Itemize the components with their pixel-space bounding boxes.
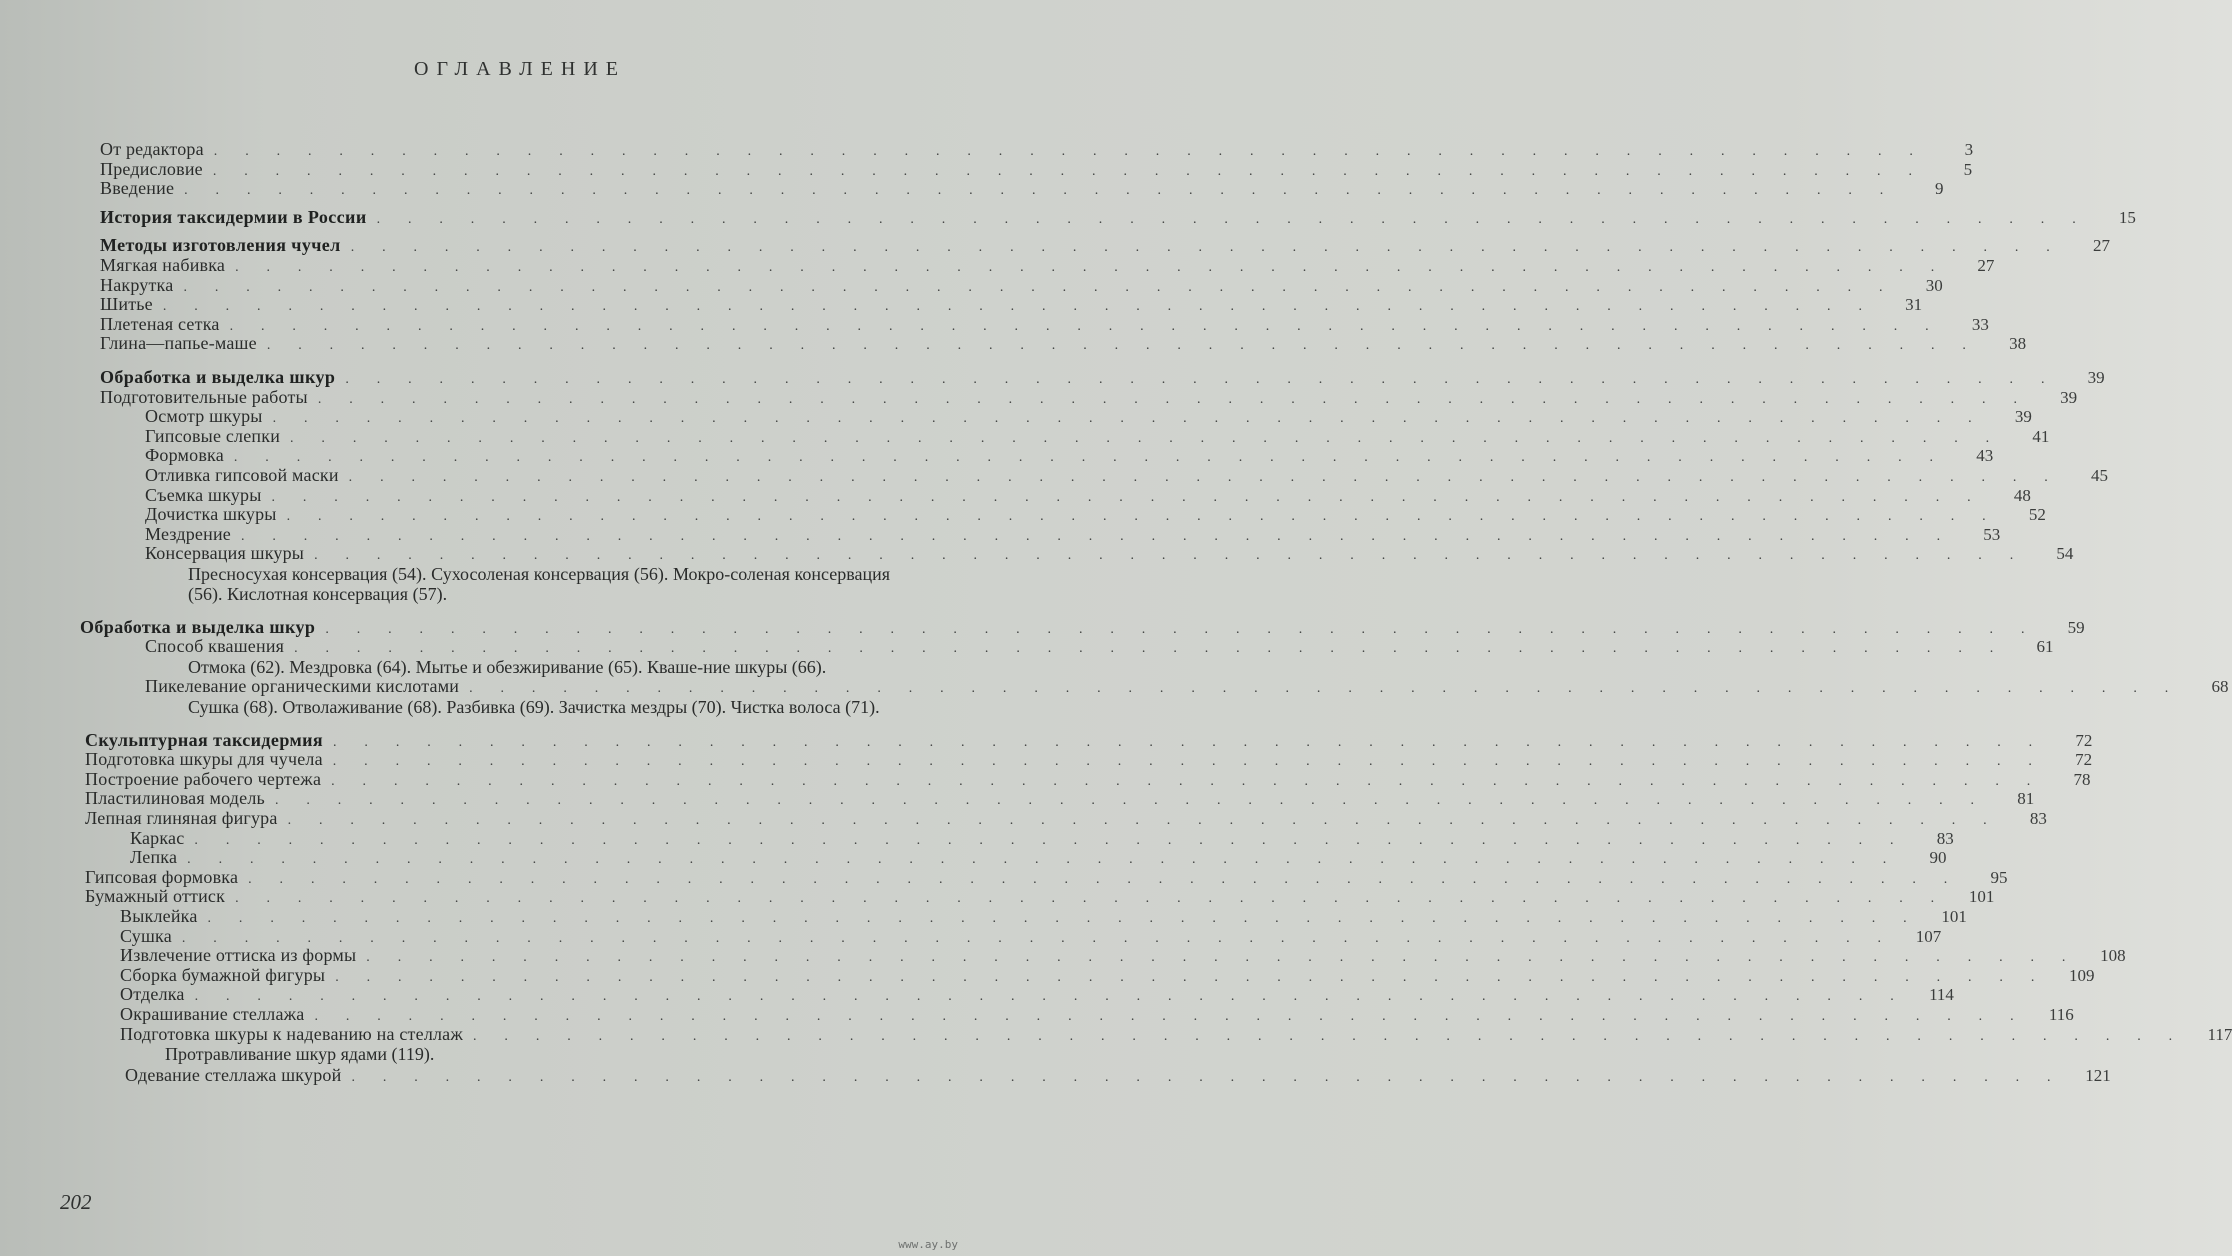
dot-leader: . . . . . . . . . . . . . . . . . . . . . . . . . . . . . . . . . . . . . . . . . . . . . . . . . . . . . . .: [235, 891, 1947, 907]
dot-leader: . . . . . . . . . . . . . . . . . . . . . . . . . . . . . . . . . . . . . . . . . . . . . . . . . . . . . . .: [290, 430, 2002, 446]
dot-leader: . . . . . . . . . . . . . . . . . . . . . . . . . . . . . . . . . . . . . . . . . . . . . . . . . . . . . . .: [325, 621, 2037, 637]
toc-entry-page: 3: [1964, 140, 1974, 159]
toc-entry-label: Каркас: [130, 827, 185, 848]
watermark: www.ay.by: [898, 1238, 958, 1251]
toc-entry-page: 15: [2118, 207, 2136, 227]
toc-entry-label: Подготовка шкуры для чучела: [85, 749, 323, 770]
dot-leader: . . . . . . . . . . . . . . . . . . . . . . . . . . . . . . . . . . . . . . . . . . . . . . . . . . . . . . .: [473, 1028, 2185, 1044]
toc-entry: [100, 313, 1989, 335]
dot-leader: . . . . . . . . . . . . . . . . . . . . . . . . . . . . . . . . . . . . . . . . . . . . . . . . . . . . . . .: [194, 989, 1906, 1005]
dot-leader: . . . . . . . . . . . . . . . . . . . . . . . . . . . . . . . . . . . . . . . . . . . . . . . . . . . . . . .: [348, 469, 2060, 485]
table-of-contents: [80, 139, 2232, 1086]
dot-leader: . . . . . . . . . . . . . . . . . . . . . . . . . . . . . . . . . . . . . . . . . . . . . . . . . . . . . . .: [213, 144, 1926, 159]
toc-entry-label: Накрутка: [100, 274, 174, 295]
toc-subtopics: Протравливание шкур ядами (119).: [165, 1044, 435, 1065]
toc-entry-label: Подготовка шкуры к надеванию на стеллаж: [120, 1023, 464, 1044]
page-number: 202: [60, 1190, 92, 1214]
toc-entry: [85, 866, 2008, 888]
toc-entry-page: 33: [1971, 314, 1989, 334]
toc-entry-label: Отливка гипсовой маски: [145, 464, 339, 485]
toc-entry: [100, 636, 2054, 657]
dot-leader: . . . . . . . . . . . . . . . . . . . . . . . . . . . . . . . . . . . . . . . . . . . . . . . . . . . . . . .: [229, 318, 1941, 334]
toc-entry-page: 48: [2013, 485, 2031, 505]
toc-section-heading: [100, 206, 2136, 228]
toc-entry-label: Мездрение: [145, 523, 231, 544]
toc-entry-label: Скульптурная таксидермия: [85, 729, 324, 750]
toc-entry-page: 38: [2009, 334, 2027, 354]
toc-entry: [100, 484, 2031, 506]
toc-entry-page: 95: [1990, 867, 2008, 887]
toc-entry: [90, 984, 1954, 1005]
toc-entry: [90, 964, 2095, 986]
toc-section-heading: [80, 616, 2085, 638]
toc-entry-label: Сборка бумажной фигуры: [120, 964, 326, 985]
toc-entry-label: Шитье: [100, 294, 153, 315]
toc-entry: [100, 294, 1923, 315]
toc-entry-page: 9: [1934, 179, 1944, 199]
dot-leader: . . . . . . . . . . . . . . . . . . . . . . . . . . . . . . . . . . . . . . . . . . . . . . . . . . . . . . .: [181, 930, 1894, 946]
toc-entry-page: 39: [2060, 387, 2078, 407]
toc-entry: [100, 254, 1995, 276]
toc-entry: [95, 1065, 2111, 1086]
toc-entry-label: Съемка шкуры: [145, 484, 262, 505]
toc-entry-page: 81: [2017, 789, 2035, 809]
toc-entry: [100, 504, 2046, 525]
toc-entry-label: Пластилиновая модель: [85, 788, 265, 809]
dot-leader: . . . . . . . . . . . . . . . . . . . . . . . . . . . . . . . . . . . . . . . . . . . . . . . . . . . . . . .: [271, 489, 1983, 505]
toc-entry: [100, 333, 2027, 354]
dot-leader: . . . . . . . . . . . . . . . . . . . . . . . . . . . . . . . . . . . . . . . . . . . . . . . . . . . . . . .: [248, 871, 1960, 887]
toc-section-heading: [100, 366, 2105, 388]
toc-entry: [85, 768, 2091, 790]
dot-leader: . . . . . . . . . . . . . . . . . . . . . . . . . . . . . . . . . . . . . . . . . . . . . . . . . . . . . . .: [212, 163, 1925, 179]
toc-entry-page: 52: [2028, 505, 2046, 525]
toc-entry: [100, 523, 2001, 545]
toc-entry-page: 107: [1915, 926, 1942, 946]
dot-leader: . . . . . . . . . . . . . . . . . . . . . . . . . . . . . . . . . . . . . . . . . . . . . . . . . . . . . . .: [350, 240, 2062, 256]
toc-entry-label: Предисловие: [100, 158, 203, 179]
toc-entry-label: Сушка: [120, 925, 172, 946]
toc-entry-page: 41: [2032, 426, 2050, 446]
toc-entry-page: 90: [1929, 848, 1947, 868]
dot-leader: . . . . . . . . . . . . . . . . . . . . . . . . . . . . . . . . . . . . . . . . . . . . . . . . . . . . . . .: [274, 793, 1987, 809]
toc-entry-label: Извлечение оттиска из формы: [120, 945, 357, 966]
toc-entry: [100, 274, 1943, 296]
toc-entry-page: 109: [2069, 965, 2095, 985]
toc-entry-label: Мягкая набивка: [100, 254, 226, 275]
toc-entry-page: 101: [1968, 887, 1995, 907]
toc-entry-page: 31: [1905, 295, 1923, 315]
toc-section-heading: [100, 235, 2110, 256]
dot-leader: . . . . . . . . . . . . . . . . . . . . . . . . . . . . . . . . . . . . . . . . . . . . . . . . . . . . . . .: [162, 299, 1875, 315]
toc-entry-page: 27: [1977, 255, 1995, 275]
toc-entry-label: Обработка и выделка шкур: [100, 366, 336, 387]
dot-leader: . . . . . . . . . . . . . . . . . . . . . . . . . . . . . . . . . . . . . . . . . . . . . . . . . . . . . . .: [184, 183, 1896, 199]
toc-entry-page: 39: [2014, 407, 2032, 427]
toc-entry-page: 108: [2100, 946, 2126, 966]
toc-entry: [100, 178, 1944, 199]
toc-entry-label: Обработка и выделка шкур: [80, 616, 316, 637]
dot-leader: . . . . . . . . . . . . . . . . . . . . . . . . . . . . . . . . . . . . . . . . . . . . . . . . . . . . . . .: [351, 1070, 2063, 1086]
toc-entry-page: 78: [2073, 769, 2091, 789]
toc-entry-label: Осмотр шкуры: [145, 406, 263, 427]
dot-leader: . . . . . . . . . . . . . . . . . . . . . . . . . . . . . . . . . . . . . . . . . . . . . . . . . . . . . . .: [272, 411, 1984, 427]
toc-section-heading: [85, 729, 2093, 751]
toc-entry-page: 27: [2093, 236, 2110, 256]
toc-entry-label: Плетеная сетка: [100, 313, 220, 334]
dot-leader: . . . . . . . . . . . . . . . . . . . . . . . . . . . . . . . . . . . . . . . . . . . . . . . . . . . . . . .: [286, 509, 1998, 525]
toc-entry: [85, 847, 1947, 868]
toc-entry-page: 59: [2067, 617, 2085, 637]
dot-leader: . . . . . . . . . . . . . . . . . . . . . . . . . . . . . . . . . . . . . . . . . . . . . . . . . . . . . . .: [240, 528, 1953, 544]
toc-entry: [85, 808, 2047, 829]
toc-entry-label: Гипсовые слепки: [145, 425, 281, 446]
dot-leader: . . . . . . . . . . . . . . . . . . . . . . . . . . . . . . . . . . . . . . . . . . . . . . . . . . . . . . .: [331, 773, 2043, 789]
toc-entry: [100, 386, 2078, 408]
toc-entry: [85, 788, 2035, 809]
toc-entry-label: Гипсовая формовка: [85, 866, 239, 887]
toc-entry-label: Одевание стеллажа шкурой: [125, 1065, 342, 1086]
toc-entry-label: Методы изготовления чучел: [100, 235, 341, 256]
toc-entry-label: Глина—папье-маше: [100, 333, 257, 354]
toc-entry-label: Способ квашения: [145, 636, 285, 657]
dot-leader: . . . . . . . . . . . . . . . . . . . . . . . . . . . . . . . . . . . . . . . . . . . . . . . . . . . . . . .: [235, 259, 1947, 275]
toc-entry: [100, 158, 1973, 180]
toc-entry-page: 83: [1936, 828, 1954, 848]
toc-entry-page: 101: [1941, 907, 1967, 926]
toc-entry: [90, 925, 1942, 947]
toc-entry-page: 72: [2075, 750, 2093, 770]
toc-entry-label: Построение рабочего чертежа: [85, 768, 322, 789]
toc-entry-page: 68: [2211, 677, 2229, 697]
dot-leader: . . . . . . . . . . . . . . . . . . . . . . . . . . . . . . . . . . . . . . . . . . . . . . . . . . . . . . .: [294, 641, 2006, 657]
toc-entry-page: 43: [1976, 446, 1994, 466]
dot-leader: . . . . . . . . . . . . . . . . . . . . . . . . . . . . . . . . . . . . . . . . . . . . . . . . . . . . . . .: [187, 852, 1899, 868]
toc-entry-label: Дочистка шкуры: [145, 504, 277, 525]
toc-entry-label: Лепка: [130, 847, 178, 868]
dot-leader: . . . . . . . . . . . . . . . . . . . . . . . . . . . . . . . . . . . . . . . . . . . . . . . . . . . . . . .: [183, 279, 1895, 295]
toc-entry: [90, 906, 1967, 927]
toc-subtopics: Отмока (62). Мездровка (64). Мытье и обезжиривание (65). Кваше-ние шкуры (66).: [188, 657, 827, 678]
dot-leader: . . . . . . . . . . . . . . . . . . . . . . . . . . . . . . . . . . . . . . . . . . . . . . . . . . . . . . .: [207, 911, 1919, 926]
dot-leader: . . . . . . . . . . . . . . . . . . . . . . . . . . . . . . . . . . . . . . . . . . . . . . . . . . . . . . .: [345, 371, 2057, 387]
dot-leader: . . . . . . . . . . . . . . . . . . . . . . . . . . . . . . . . . . . . . . . . . . . . . . . . . . . . . . .: [314, 1008, 2026, 1024]
toc-entry-page: 117: [2207, 1024, 2232, 1044]
toc-entry: [100, 425, 2050, 447]
toc-subtopics: Пресносухая консервация (54). Сухосоленая консервация (56). Мокро-соленая консервация (56). Кислотная консервация (57).: [188, 563, 890, 604]
dot-leader: . . . . . . . . . . . . . . . . . . . . . . . . . . . . . . . . . . . . . . . . . . . . . . . . . . . . . . .: [469, 681, 2181, 697]
toc-entry: [90, 1003, 2074, 1025]
toc-entry: [85, 886, 1995, 907]
dot-leader: . . . . . . . . . . . . . . . . . . . . . . . . . . . . . . . . . . . . . . . . . . . . . . . . . . . . . . .: [366, 950, 2078, 966]
toc-entry-page: 72: [2075, 730, 2093, 750]
toc-entry-label: История таксидермии в России: [100, 206, 367, 227]
toc-entry-page: 54: [2056, 544, 2074, 564]
toc-entry: [100, 406, 2032, 427]
dot-leader: . . . . . . . . . . . . . . . . . . . . . . . . . . . . . . . . . . . . . . . . . . . . . . . . . . . . . . .: [333, 734, 2045, 750]
toc-entry-page: 116: [2048, 1004, 2074, 1024]
toc-entry: [85, 827, 1954, 849]
toc-entry-label: Окрашивание стеллажа: [120, 1003, 305, 1024]
toc-entry-page: 39: [2087, 367, 2105, 387]
dot-leader: . . . . . . . . . . . . . . . . . . . . . . . . . . . . . . . . . . . . . . . . . . . . . . . . . . . . . . .: [194, 832, 1906, 848]
toc-entry-label: Бумажный оттиск: [85, 886, 226, 907]
toc-entry-page: 83: [2029, 809, 2047, 829]
toc-entry-page: 53: [1983, 524, 2001, 544]
dot-leader: . . . . . . . . . . . . . . . . . . . . . . . . . . . . . . . . . . . . . . . . . . . . . . . . . . . . . . .: [317, 391, 2030, 407]
toc-entry-label: Выклейка: [120, 906, 198, 926]
toc-entry-page: 61: [2036, 637, 2054, 657]
dot-leader: . . . . . . . . . . . . . . . . . . . . . . . . . . . . . . . . . . . . . . . . . . . . . . . . . . . . . . .: [332, 754, 2045, 770]
toc-entry: [100, 676, 2229, 697]
dot-leader: . . . . . . . . . . . . . . . . . . . . . . . . . . . . . . . . . . . . . . . . . . . . . . . . . . . . . . .: [335, 969, 2047, 985]
toc-entry-label: Консервация шкуры: [145, 543, 305, 564]
toc-entry-label: Отделка: [120, 984, 185, 1005]
page-title: ОГЛАВЛЕНИЕ: [414, 58, 626, 80]
toc-entry-page: 45: [2090, 465, 2108, 485]
toc-entry-label: Введение: [100, 178, 175, 199]
dot-leader: . . . . . . . . . . . . . . . . . . . . . . . . . . . . . . . . . . . . . . . . . . . . . . . . . . . . . . .: [233, 450, 1946, 466]
toc-entry-label: Подготовительные работы: [100, 386, 308, 407]
dot-leader: . . . . . . . . . . . . . . . . . . . . . . . . . . . . . . . . . . . . . . . . . . . . . . . . . . . . . . .: [314, 548, 2026, 564]
dot-leader: . . . . . . . . . . . . . . . . . . . . . . . . . . . . . . . . . . . . . . . . . . . . . . . . . . . . . . .: [376, 211, 2088, 227]
toc-entry: [100, 543, 2074, 564]
toc-entry-label: Пикелевание органическими кислотами: [145, 676, 460, 697]
toc-entry-page: 30: [1925, 275, 1943, 295]
toc-entry-page: 5: [1963, 159, 1973, 179]
toc-entry-page: 114: [1929, 985, 1954, 1005]
toc-entry: [85, 749, 2093, 770]
toc-entry: [90, 945, 2126, 966]
toc-entry: [100, 139, 1974, 160]
toc-entry: [100, 464, 2108, 486]
toc-entry: [100, 445, 1994, 466]
dot-leader: . . . . . . . . . . . . . . . . . . . . . . . . . . . . . . . . . . . . . . . . . . . . . . . . . . . . . . .: [266, 338, 1979, 354]
toc-subtopics: Сушка (68). Отволаживание (68). Разбивка (69). Зачистка мездры (70). Чистка волоса (71).: [188, 696, 880, 717]
toc-entry-label: Формовка: [145, 445, 224, 466]
toc-entry-label: Лепная глиняная фигура: [85, 808, 278, 829]
toc-entry-page: 121: [2085, 1066, 2111, 1086]
dot-leader: . . . . . . . . . . . . . . . . . . . . . . . . . . . . . . . . . . . . . . . . . . . . . . . . . . . . . . .: [287, 813, 1999, 829]
toc-entry-label: От редактора: [100, 139, 204, 159]
toc-entry: [90, 1023, 2232, 1045]
